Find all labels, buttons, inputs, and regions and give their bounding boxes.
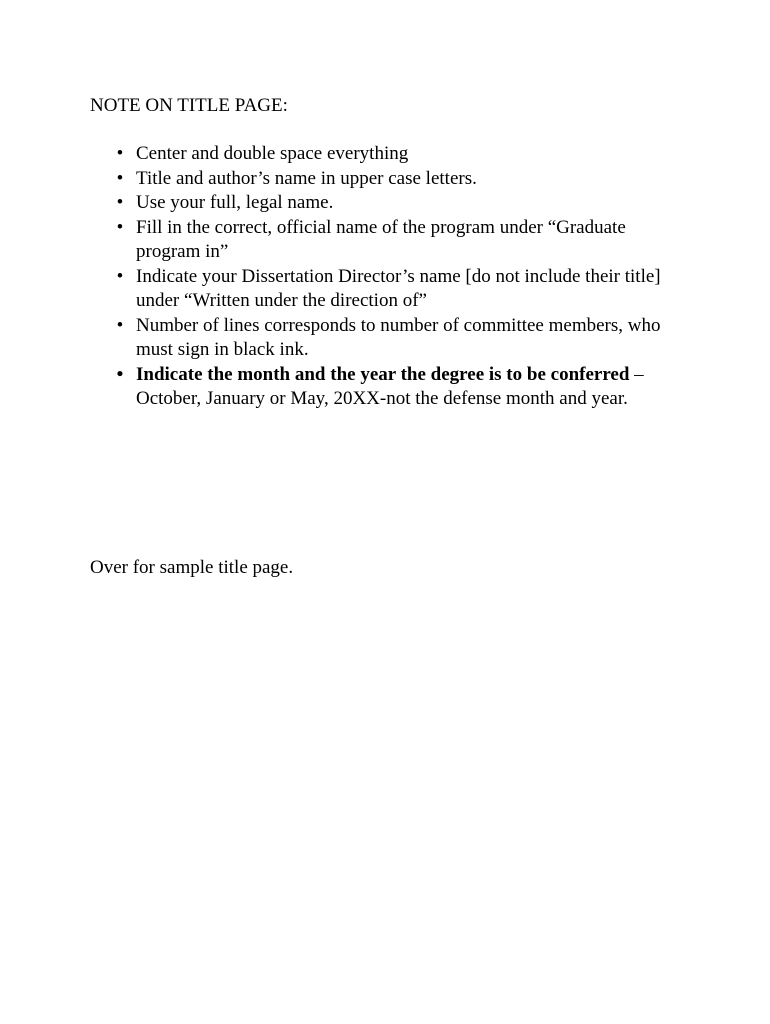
bullet-icon: • [116, 143, 124, 164]
list-item [0, 191, 770, 216]
list-item-text: Indicate your Dissertation Director’s name [do not include their title] under “Written under the direction of” [136, 265, 661, 311]
bullet-icon: • [116, 167, 124, 189]
list-item-text: Center and double space everything [136, 143, 409, 164]
bullet-icon: • [116, 363, 124, 385]
list-item [0, 363, 770, 412]
list-item [0, 142, 770, 167]
instruction-list [0, 142, 770, 412]
list-item [0, 265, 770, 314]
bullet-icon: • [116, 192, 124, 213]
footer-note: Over for sample title page. [90, 557, 294, 578]
bullet-icon: • [116, 265, 124, 287]
list-item-text: – October, January or May, 20XX-not the defense month and year. [136, 363, 644, 409]
list-item [0, 167, 770, 192]
list-item-bold-text: Indicate the month and the year the degree is to be conferred [136, 363, 630, 385]
list-item-text: Fill in the correct, official name of the program under “Graduate program in” [136, 216, 626, 262]
list-item-text: Title and author’s name in upper case letters. [136, 167, 477, 189]
list-item-text: Use your full, legal name. [136, 192, 334, 213]
list-item [0, 314, 770, 363]
list-item-text: Number of lines corresponds to number of committee members, who must sign in black ink. [136, 314, 661, 360]
page-heading: NOTE ON TITLE PAGE: [90, 95, 288, 116]
bullet-icon: • [116, 314, 124, 336]
bullet-icon: • [116, 216, 124, 238]
list-item [0, 216, 770, 265]
